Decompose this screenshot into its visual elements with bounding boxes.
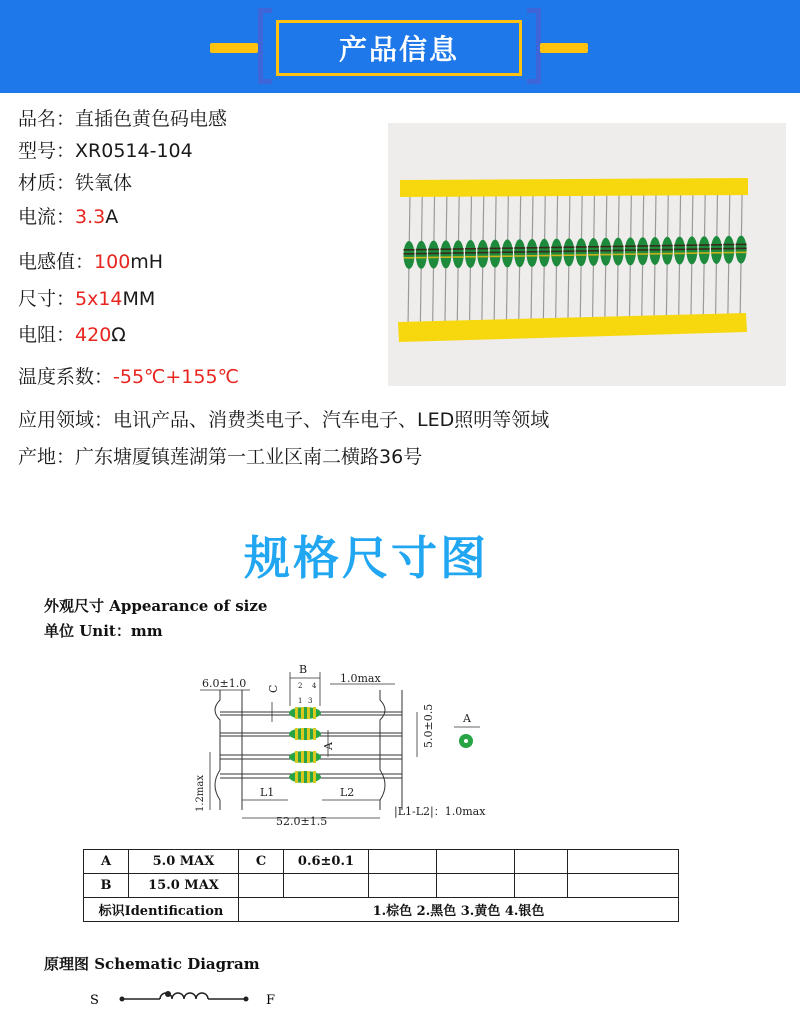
color-band (613, 254, 624, 256)
color-band (736, 244, 747, 246)
color-band (404, 253, 415, 255)
color-band (711, 252, 722, 254)
dim-52: 52.0±1.5 (276, 815, 328, 828)
color-band (588, 246, 599, 248)
color-band (686, 252, 697, 254)
color-band (600, 246, 611, 248)
color-band (686, 248, 697, 250)
color-band (576, 250, 587, 252)
color-band (539, 251, 550, 253)
color-band (662, 249, 673, 251)
color-band (600, 254, 611, 256)
spec-model: 型号：XR0514-104 (18, 140, 193, 162)
table-row: A 5.0 MAX C 0.6±0.1 (84, 850, 679, 874)
color-band (502, 255, 513, 257)
color-band (736, 248, 747, 250)
color-band (514, 255, 525, 257)
color-band (514, 251, 525, 253)
color-band (576, 246, 587, 248)
color-band (502, 251, 513, 253)
color-band (699, 248, 710, 250)
color-band (650, 245, 661, 247)
dim-left: 6.0±1.0 (202, 677, 247, 690)
inductor-22 (662, 237, 673, 265)
spec-application: 应用领域：电讯产品、消费类电子、汽车电子、LED照明等领域 (18, 409, 550, 431)
inductor-5 (453, 240, 464, 268)
color-band (440, 248, 451, 250)
color-band (699, 252, 710, 254)
spec-inductance: 电感值：100mH (18, 251, 164, 273)
band-num-4: 4 (312, 682, 317, 690)
color-band (477, 248, 488, 250)
color-band (699, 244, 710, 246)
inductor-25 (699, 236, 710, 264)
color-band (662, 245, 673, 247)
inductor-24 (686, 236, 697, 264)
color-band (637, 253, 648, 255)
product-photo (388, 123, 786, 386)
inductor-21 (650, 237, 661, 265)
inductor-4 (440, 240, 451, 268)
color-band (588, 250, 599, 252)
spec-size: 尺寸：5x14MM (18, 288, 156, 310)
color-band (465, 256, 476, 258)
color-band (428, 249, 439, 251)
color-band (440, 252, 451, 254)
color-band (625, 253, 636, 255)
color-band (428, 253, 439, 255)
spec-name: 品名：直插色黄色码电感 (18, 108, 228, 130)
color-band (465, 248, 476, 250)
header-right-bracket (527, 8, 541, 84)
color-band (711, 248, 722, 250)
inductor-12 (539, 239, 550, 267)
inductor-19 (625, 237, 636, 265)
color-band (736, 252, 747, 254)
inductor-23 (674, 237, 685, 265)
header-right-line (540, 43, 588, 53)
dim-b: B (299, 663, 308, 676)
table-row: 标识Identification 1.棕色 2.黑色 3.黄色 4.银色 (84, 898, 679, 922)
dim-1-2: 1.2max (195, 775, 206, 812)
inductor-8 (490, 240, 501, 268)
inductor-18 (613, 238, 624, 266)
color-band (563, 254, 574, 256)
inductor-body-2 (289, 728, 321, 740)
color-band (404, 249, 415, 251)
inductor-9 (502, 239, 513, 267)
header-title-box (276, 20, 522, 76)
color-band (453, 248, 464, 250)
inductor-body-4 (289, 771, 321, 783)
header-left-bracket (258, 8, 272, 84)
label-l1: L1 (260, 786, 275, 799)
dim-c: C (267, 684, 280, 693)
inductor-body-3 (289, 751, 321, 763)
bottom-tape (398, 313, 747, 342)
color-band (650, 253, 661, 255)
color-band (477, 252, 488, 254)
dim-max: 1.0max (340, 672, 381, 685)
l1-l2-note: |L1-L2|：1.0max (394, 805, 486, 818)
table-row: B 15.0 MAX (84, 874, 679, 898)
color-band (674, 253, 685, 255)
header-left-line (210, 43, 258, 53)
color-band (514, 247, 525, 249)
band-num-2: 2 (298, 682, 303, 690)
color-band (453, 256, 464, 258)
inductor-2 (416, 241, 427, 269)
color-band (551, 247, 562, 249)
color-band (416, 253, 427, 255)
header-title: 产品信息 (338, 33, 459, 66)
color-band (490, 256, 501, 258)
color-band (650, 249, 661, 251)
color-band (723, 252, 734, 254)
color-band (711, 244, 722, 246)
color-band (563, 250, 574, 252)
color-band (428, 257, 439, 259)
color-band (674, 245, 685, 247)
header-banner (0, 0, 800, 93)
color-band (613, 250, 624, 252)
color-band (539, 247, 550, 249)
color-band (539, 255, 550, 257)
top-tape (400, 178, 748, 197)
label-l2: L2 (340, 786, 355, 799)
inductor-20 (637, 237, 648, 265)
color-band (502, 247, 513, 249)
color-band (600, 250, 611, 252)
spec-current: 电流：3.3A (18, 206, 119, 228)
color-band (453, 252, 464, 254)
inductor-11 (527, 239, 538, 267)
color-band (723, 244, 734, 246)
color-band (637, 249, 648, 251)
color-band (416, 249, 427, 251)
inductor-27 (723, 236, 734, 264)
dimension-table (83, 849, 679, 922)
inductor-26 (711, 236, 722, 264)
color-band (662, 253, 673, 255)
inductor-16 (588, 238, 599, 266)
spec-resistance: 电阻：420Ω (18, 324, 126, 346)
section-title: 规格尺寸图 (244, 531, 489, 585)
color-band (674, 249, 685, 251)
color-band (637, 245, 648, 247)
color-band (527, 247, 538, 249)
color-band (723, 248, 734, 250)
color-band (625, 249, 636, 251)
color-band (588, 254, 599, 256)
inductor-1 (404, 241, 415, 269)
band-num-1: 1 (298, 697, 303, 705)
side-view-label: A (463, 712, 471, 725)
inductor-7 (477, 240, 488, 268)
inductor-28 (736, 236, 747, 264)
color-band (490, 248, 501, 250)
band-num-3: 3 (308, 697, 313, 705)
color-band (551, 255, 562, 257)
color-band (613, 246, 624, 248)
color-band (416, 257, 427, 259)
spec-temp: 温度系数：-55℃+155℃ (18, 366, 239, 388)
appearance-label: 外观尺寸 Appearance of size (44, 597, 268, 615)
color-band (576, 254, 587, 256)
inductor-body-1 (289, 707, 321, 719)
inductor-15 (576, 238, 587, 266)
dim-a: A (322, 742, 335, 750)
color-band (477, 256, 488, 258)
color-band (686, 244, 697, 246)
color-band (404, 257, 415, 259)
inductor-17 (600, 238, 611, 266)
color-band (440, 256, 451, 258)
schematic-diagram (88, 986, 288, 1012)
spec-origin: 产地：广东塘厦镇莲湖第一工业区南二横路36号 (18, 446, 423, 468)
dim-5: 5.0±0.5 (422, 703, 435, 748)
inductor-6 (465, 240, 476, 268)
color-band (527, 251, 538, 253)
inductor-13 (551, 239, 562, 267)
spec-material: 材质：铁氧体 (18, 172, 133, 194)
color-band (490, 252, 501, 254)
color-band (563, 246, 574, 248)
color-band (527, 255, 538, 257)
color-band (625, 245, 636, 247)
color-band (465, 252, 476, 254)
inductor-3 (428, 241, 439, 269)
inductor-14 (563, 238, 574, 266)
schematic-f: F (266, 993, 276, 1008)
inductor-strip-image (388, 123, 786, 386)
inductor-10 (514, 239, 525, 267)
unit-label: 单位 Unit：mm (44, 622, 163, 640)
schematic-s: S (90, 993, 99, 1008)
color-band (551, 251, 562, 253)
dimension-drawing (180, 660, 520, 830)
schematic-title: 原理图 Schematic Diagram (44, 955, 260, 973)
